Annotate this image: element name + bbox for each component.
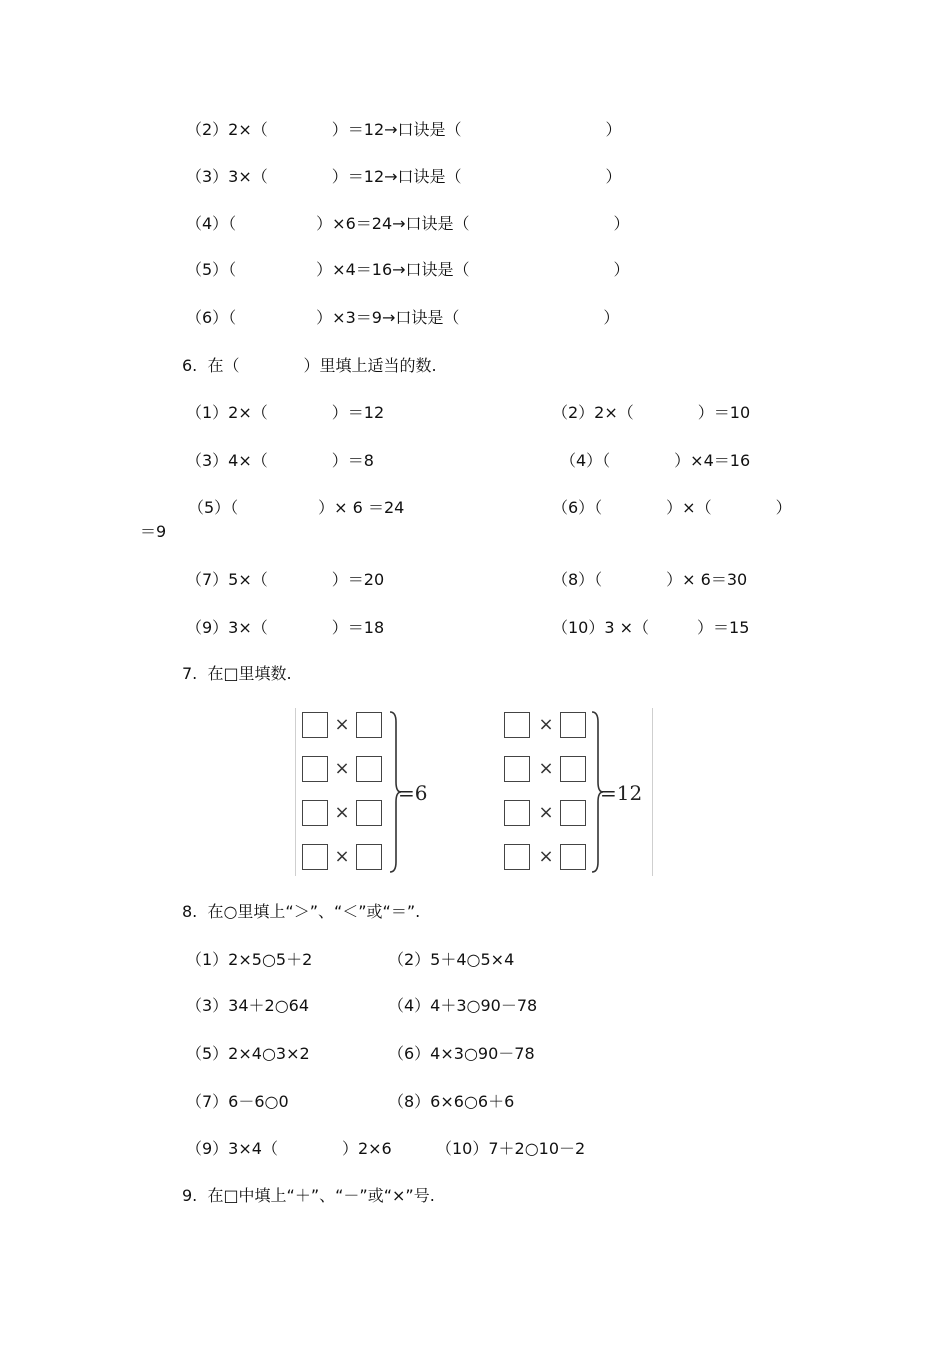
q6-title: 6. 在（ ）里填上适当的数.: [182, 356, 437, 375]
multiply-sign: ×: [334, 758, 350, 779]
q6-item-6-wrap: ＝9: [140, 522, 167, 541]
multiply-sign: ×: [334, 714, 350, 735]
multiply-sign: ×: [538, 714, 554, 735]
q5-item-6: （6）（ ）×3＝9→口诀是（ ）: [186, 308, 620, 327]
q6-item-9: （9）3×（ ）＝18: [186, 618, 385, 637]
q8-item-6: （6）4×3○90－78: [388, 1044, 535, 1063]
answer-box[interactable]: [302, 712, 328, 738]
answer-box[interactable]: [356, 800, 382, 826]
answer-box[interactable]: [302, 844, 328, 870]
q6-item-5: （5）（ ）× 6 ＝24: [188, 498, 405, 517]
q8-item-3: （3）34＋2○64: [186, 996, 310, 1015]
multiply-sign: ×: [538, 846, 554, 867]
q8-item-7: （7）6－6○0: [186, 1092, 289, 1111]
answer-box[interactable]: [356, 712, 382, 738]
q6-item-4: （4）（ ）×4＝16: [560, 451, 751, 470]
q6-item-8: （8）（ ）× 6＝30: [552, 570, 748, 589]
answer-box[interactable]: [560, 756, 586, 782]
q8-item-8: （8）6×6○6＋6: [388, 1092, 515, 1111]
answer-box[interactable]: [356, 844, 382, 870]
answer-box[interactable]: [356, 756, 382, 782]
answer-box[interactable]: [504, 756, 530, 782]
q5-item-5: （5）（ ）×4＝16→口诀是（ ）: [186, 260, 630, 279]
answer-box[interactable]: [504, 844, 530, 870]
answer-box[interactable]: [560, 800, 586, 826]
answer-box[interactable]: [504, 712, 530, 738]
box-multiplication-figure: [295, 708, 653, 876]
q6-item-3: （3）4×（ ）＝8: [186, 451, 374, 470]
q8-item-2: （2）5＋4○5×4: [388, 950, 515, 969]
q8-item-1: （1）2×5○5＋2: [186, 950, 313, 969]
q6-item-10: （10）3 ×（ ）＝15: [552, 618, 750, 637]
q6-item-7: （7）5×（ ）＝20: [186, 570, 385, 589]
answer-box[interactable]: [560, 844, 586, 870]
q6-item-2: （2）2×（ ）＝10: [552, 403, 751, 422]
q7-title: 7. 在□里填数.: [182, 664, 292, 683]
q5-item-2: （2）2×（ ）＝12→口诀是（ ）: [186, 120, 622, 139]
right-result: =12: [600, 781, 643, 805]
q5-item-3: （3）3×（ ）＝12→口诀是（ ）: [186, 167, 622, 186]
q8-item-10: （10）7＋2○10－2: [436, 1139, 586, 1158]
q9-title: 9. 在□中填上“＋”、“－”或“×”号.: [182, 1186, 435, 1205]
q6-item-6: （6）（ ）×（ ）: [552, 498, 792, 517]
answer-box[interactable]: [504, 800, 530, 826]
answer-box[interactable]: [560, 712, 586, 738]
q8-title: 8. 在○里填上“＞”、“＜”或“＝”.: [182, 902, 421, 921]
multiply-sign: ×: [538, 758, 554, 779]
q8-item-9: （9）3×4（ ）2×6: [186, 1139, 392, 1158]
answer-box[interactable]: [302, 800, 328, 826]
left-result: =6: [398, 781, 428, 805]
q6-item-1: （1）2×（ ）＝12: [186, 403, 385, 422]
q8-item-5: （5）2×4○3×2: [186, 1044, 310, 1063]
answer-box[interactable]: [302, 756, 328, 782]
q5-item-4: （4）（ ）×6＝24→口诀是（ ）: [186, 214, 630, 233]
multiply-sign: ×: [334, 802, 350, 823]
multiply-sign: ×: [334, 846, 350, 867]
multiply-sign: ×: [538, 802, 554, 823]
q8-item-4: （4）4＋3○90－78: [388, 996, 538, 1015]
